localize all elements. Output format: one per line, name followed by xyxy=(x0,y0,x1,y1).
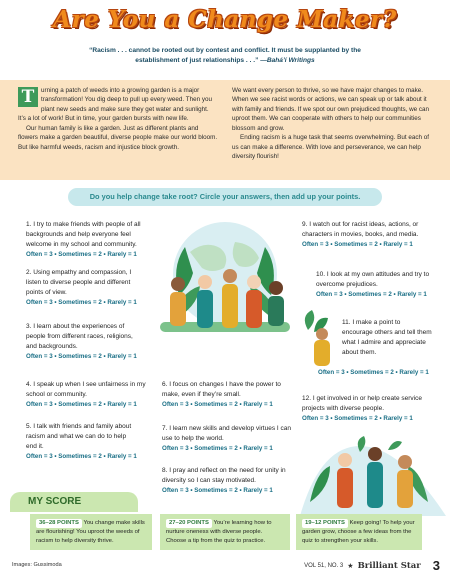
score-options: Often = 3 • Sometimes = 2 • Rarely = 1 xyxy=(302,241,413,249)
person-figure-6 xyxy=(337,453,353,508)
globe-people-illustration xyxy=(150,212,300,372)
intro-column-left xyxy=(18,86,218,180)
quote-source: —Bahá’í Writings xyxy=(260,57,315,65)
score-options: Often = 3 • Sometimes = 2 • Rarely = 1 xyxy=(26,251,137,259)
score-options: Often = 3 • Sometimes = 2 • Rarely = 1 xyxy=(162,401,273,409)
score-range-badge: 19–12 POINTS xyxy=(302,519,348,528)
person-figure-8 xyxy=(397,455,413,508)
person-figure-1 xyxy=(170,277,186,326)
score-options: Often = 3 • Sometimes = 2 • Rarely = 1 xyxy=(162,487,273,495)
score-options: Often = 3 • Sometimes = 2 • Rarely = 1 xyxy=(26,453,137,461)
quiz-item-3: 3. I learn about the experiences of people from different races, religions, and backgrounds. Often = 3 • Sometimes = 2 • Rarely = 1 xyxy=(26,322,142,362)
star-icon: ★ xyxy=(347,562,354,570)
page-footer xyxy=(304,558,440,573)
quiz-item-9: 9. I watch out for racist ideas, actions, or characters in movies, books, and media. Often = 3 • Sometimes = 2 • Rarely = 1 xyxy=(302,220,422,250)
score-options: Often = 3 • Sometimes = 2 • Rarely = 1 xyxy=(26,353,137,361)
quiz-item-5: 5. I talk with friends and family about racism and what we can do to help end it. Often = 3 • Sometimes = 2 • Rarely = 1 xyxy=(26,423,137,461)
score-options: Often = 3 • Sometimes = 2 • Rarely = 1 xyxy=(162,445,273,453)
person-figure-3 xyxy=(222,269,238,328)
quiz-instruction: Do you help change take root? Circle your answers, then add up your points. xyxy=(68,188,382,206)
drop-cap: T xyxy=(18,87,38,107)
person-figure-7 xyxy=(367,447,383,508)
score-result-3: 19–12 POINTS Keep going! To help your garden grow, choose a few ideas from the quiz to strengthen your skills. xyxy=(296,514,422,550)
intro-paragraph-4: Ending racism is a huge task that seems overwhelming. But each of us can make a difference. With love and perseverance, we can help diversity flourish! xyxy=(232,134,430,161)
score-options: Often = 3 • Sometimes = 2 • Rarely = 1 xyxy=(302,415,413,423)
intro-column-right xyxy=(232,86,432,180)
intro-panel xyxy=(0,80,450,180)
quiz-item-8: 8. I pray and reflect on the need for unity in diversity so I can stay motivated. Often = 3 • Sometimes = 2 • Rarely = 1 xyxy=(162,466,298,496)
score-options: Often = 3 • Sometimes = 2 • Rarely = 1 xyxy=(26,299,137,307)
quote-text: “Racism . . . cannot be rooted out by contest and conflict. It must be supplanted by the establishment of just relationships . . .” xyxy=(89,47,361,65)
intro-paragraph-3: We want every person to thrive, so we have major changes to make. When we see racist words or actions, we can speak up or talk about it with family and friends. If we spot our own prejudiced thoughts, we can uproot them. We can cooperate with others to help our communities blossom and grow. xyxy=(232,87,430,132)
quiz-item-11: 11. I make a point to encourage others and tell them what I admire and appreciate about them. xyxy=(342,319,432,357)
score-options: Often = 3 • Sometimes = 2 • Rarely = 1 xyxy=(316,291,427,299)
quiz-item-11-score xyxy=(318,368,438,378)
plant-person-illustration xyxy=(300,310,340,368)
gardeners-illustration xyxy=(300,432,446,516)
page-number: 3 xyxy=(432,558,440,573)
quiz-item-6: 6. I focus on changes I have the power to make, even if they’re small. Often = 3 • Sometimes = 2 • Rarely = 1 xyxy=(162,380,298,410)
quiz-item-10: 10. I look at my own attitudes and try to overcome prejudices. Often = 3 • Sometimes = 2 • Rarely = 1 xyxy=(316,270,442,300)
score-range-badge: 27–20 POINTS xyxy=(166,519,212,528)
my-score-heading: MY SCORE xyxy=(10,492,138,512)
image-credit: Images: Gussimoda xyxy=(12,562,62,568)
person-figure-4 xyxy=(246,275,262,328)
person-figure-2 xyxy=(197,275,213,328)
quiz-item-1: 1. I try to make friends with people of all backgrounds and help everyone feel welcome in my school and community. Often = 3 • Sometimes = 2 • Rarely = 1 xyxy=(26,220,154,260)
magazine-name: Brilliant Star xyxy=(357,560,421,571)
quiz-item-12: 12. I get involved in or help create service projects with diverse people. Often = 3 • Sometimes = 2 • Rarely = 1 xyxy=(302,394,436,424)
person-figure-5 xyxy=(268,281,284,326)
score-options: Often = 3 • Sometimes = 2 • Rarely = 1 xyxy=(26,401,137,409)
quiz-item-2: 2. Using empathy and compassion, I listen to diverse people and different points of view. Often = 3 • Sometimes = 2 • Rarely = 1 xyxy=(26,268,144,308)
score-result-2: 27–20 POINTS You’re learning how to nurture oneness with diverse people. Choose a tip from the quiz to practice. xyxy=(160,514,290,550)
quiz-item-4: 4. I speak up when I see unfairness in my school or community. Often = 3 • Sometimes = 2 • Rarely = 1 xyxy=(26,380,156,410)
intro-paragraph-2: Our human family is like a garden. Just as different plants and flowers make a garden beautiful, diverse people make our world bloom. But like harmful weeds, racism and injustice block growth. xyxy=(18,124,218,151)
score-result-1: 36–28 POINTS You change make skills are flourishing! You uproot the weeds of racism to help diversity thrive. xyxy=(30,514,152,550)
intro-paragraph-1: T urning a patch of weeds into a growing garden is a major transformation! You dig deep to pull up every weed. Then you plant new seeds and make sure they get water and sunlight. It’s a lot of work! But in time, your garden bursts with new life. xyxy=(18,87,213,123)
volume-number: VOL 51, NO. 3 xyxy=(304,562,344,569)
score-range-badge: 36–28 POINTS xyxy=(36,519,82,528)
score-options: Often = 3 • Sometimes = 2 • Rarely = 1 xyxy=(318,369,429,376)
quote xyxy=(70,46,380,66)
page-title: Are You a Change Maker? xyxy=(53,6,397,33)
quiz-item-7: 7. I learn new skills and develop virtues I can use to help the world. Often = 3 • Sometimes = 2 • Rarely = 1 xyxy=(162,424,298,454)
